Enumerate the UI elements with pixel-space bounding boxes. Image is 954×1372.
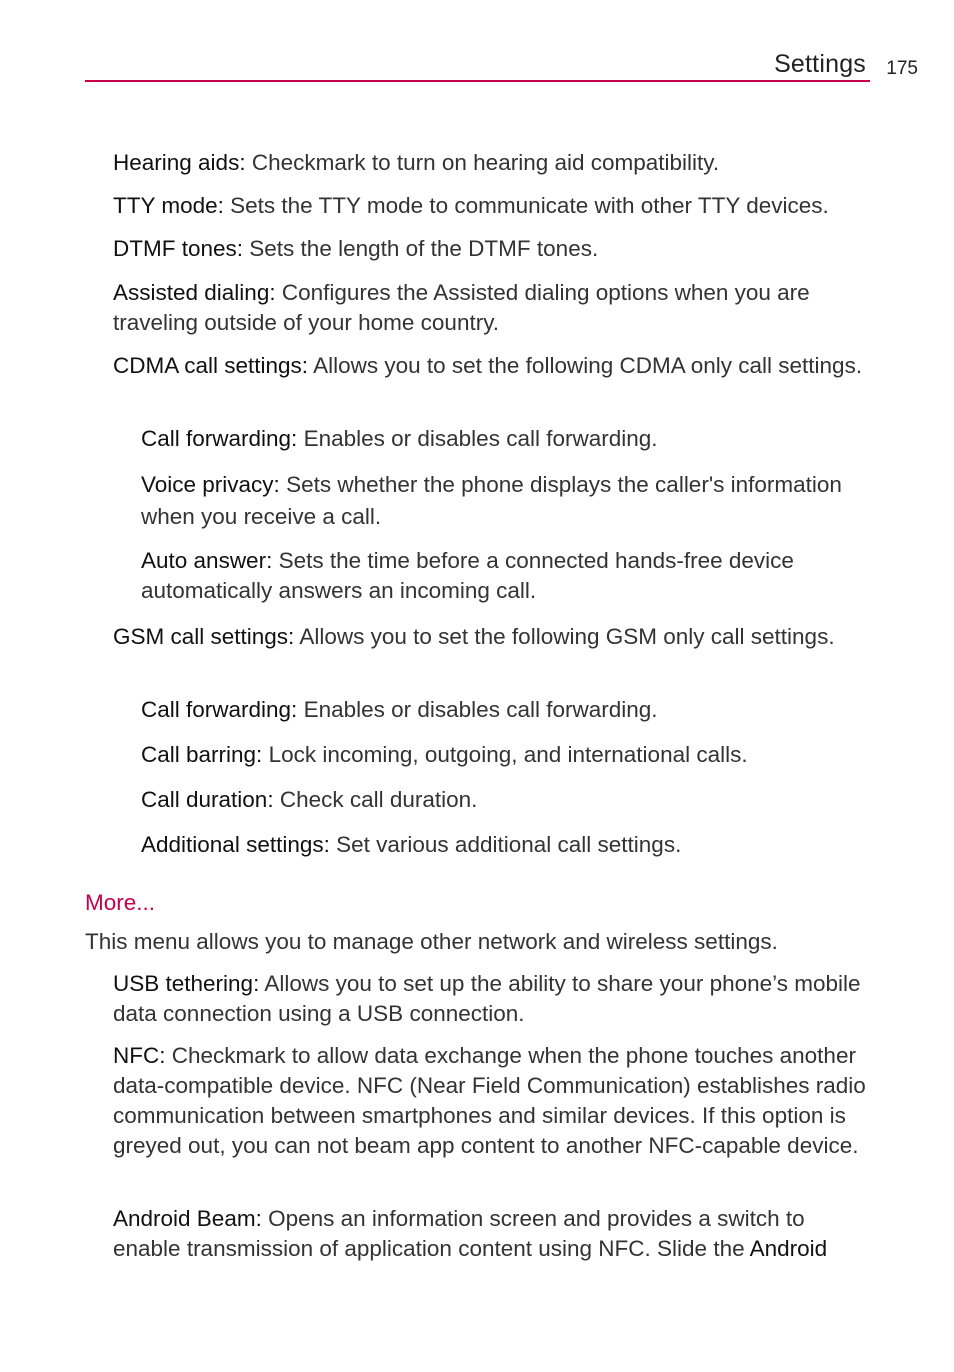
setting-dtmf-tones	[113, 234, 873, 264]
setting-description: Checkmark to turn on hearing aid compatibility.	[245, 150, 720, 175]
more-section-heading: More...	[85, 890, 156, 915]
setting-term: Hearing aids:	[113, 150, 246, 175]
setting-term: NFC:	[113, 1043, 166, 1068]
setting-android-beam	[113, 1204, 873, 1264]
setting-description: Lock incoming, outgoing, and international calls.	[262, 742, 748, 767]
setting-voice-privacy	[141, 469, 861, 533]
header-rule	[85, 80, 870, 82]
page-header	[85, 48, 918, 88]
setting-term: DTMF tones:	[113, 236, 244, 261]
more-section-intro: This menu allows you to manage other network and wireless settings.	[85, 929, 778, 954]
setting-term: Call forwarding:	[141, 426, 298, 451]
setting-term: Android Beam:	[113, 1206, 262, 1231]
setting-additional-settings	[141, 830, 861, 860]
setting-description: Sets the time before a connected hands-free device automatically answers an incoming call.	[141, 548, 794, 603]
setting-description: Checkmark to allow data exchange when the phone touches another data-compatible device. NFC (Near Field Communication) establishes radio communication between smartphones and similar devices. If this option is greyed out, you can not beam app content to another NFC-capable device.	[113, 1043, 866, 1158]
setting-term: Call barring:	[141, 742, 263, 767]
setting-description: Opens an information screen and provides a switch to enable transmission of application content using NFC. Slide the	[113, 1206, 805, 1261]
setting-term: USB tethering:	[113, 971, 260, 996]
setting-term: Auto answer:	[141, 548, 273, 573]
setting-description: Allows you to set the following GSM only call settings.	[294, 624, 835, 649]
setting-description: Allows you to set up the ability to share your phone’s mobile data connection using a USB connection.	[113, 971, 861, 1026]
setting-cdma-call-forwarding	[141, 424, 861, 454]
header-title: Settings	[774, 50, 866, 78]
page-number: 175	[886, 58, 918, 79]
setting-description: Sets the length of the DTMF tones.	[243, 236, 599, 261]
setting-description: Configures the Assisted dialing options when you are traveling outside of your home country.	[113, 280, 810, 335]
setting-term: GSM call settings:	[113, 624, 295, 649]
setting-description: Enables or disables call forwarding.	[297, 426, 658, 451]
setting-term: Assisted dialing:	[113, 280, 276, 305]
setting-tty-mode	[113, 191, 873, 221]
setting-description: Enables or disables call forwarding.	[297, 697, 658, 722]
setting-term: TTY mode:	[113, 193, 224, 218]
setting-cdma-call-settings	[113, 351, 873, 381]
setting-usb-tethering	[113, 969, 873, 1029]
setting-hearing-aids	[113, 148, 873, 178]
setting-term: CDMA call settings:	[113, 353, 309, 378]
setting-description: Sets whether the phone displays the caller's information when you receive a call.	[141, 472, 842, 529]
setting-assisted-dialing	[113, 278, 873, 338]
setting-nfc	[113, 1041, 873, 1161]
setting-description: Sets the TTY mode to communicate with other TTY devices.	[223, 193, 829, 218]
setting-gsm-call-forwarding	[141, 695, 861, 725]
setting-term: Call forwarding:	[141, 697, 298, 722]
setting-description: Allows you to set the following CDMA only call settings.	[308, 353, 863, 378]
setting-auto-answer	[141, 546, 861, 606]
setting-term-inline: Android	[749, 1236, 828, 1261]
setting-description: Check call duration.	[273, 787, 478, 812]
setting-term: Voice privacy:	[141, 472, 280, 497]
setting-term: Call duration:	[141, 787, 274, 812]
setting-term: Additional settings:	[141, 832, 330, 857]
setting-description: Set various additional call settings.	[329, 832, 682, 857]
setting-gsm-call-settings	[113, 622, 873, 652]
setting-call-duration	[141, 785, 861, 815]
setting-call-barring	[141, 740, 861, 770]
